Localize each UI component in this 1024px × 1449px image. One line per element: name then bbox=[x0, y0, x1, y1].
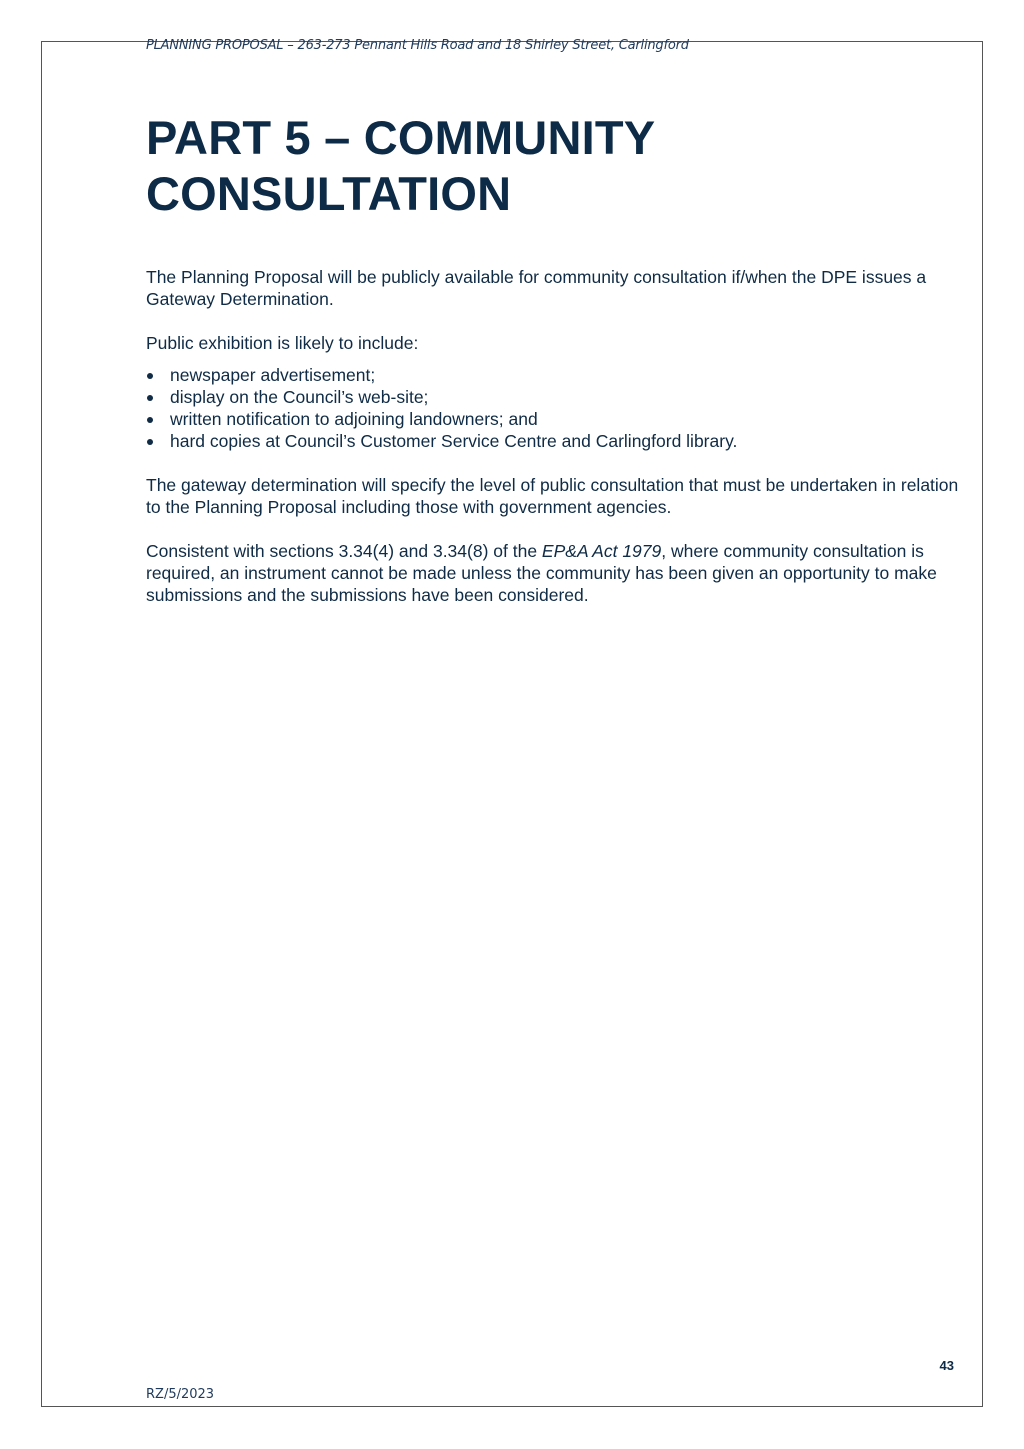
list-intro: Public exhibition is likely to include: bbox=[146, 333, 419, 353]
page-title bbox=[146, 110, 655, 222]
list-item bbox=[146, 364, 966, 386]
consistency-text-end: , where community consultation is required, an instrument cannot be made unless the community has been given an opportunity to make submissions and the submissions have been considered. bbox=[146, 541, 937, 605]
list-item bbox=[146, 430, 966, 452]
bullet-icon bbox=[147, 417, 153, 423]
act-reference: EP&A Act 1979 bbox=[541, 541, 662, 561]
running-header: PLANNING PROPOSAL – 263-273 Pennant Hills Road and 18 Shirley Street, Carlingford bbox=[146, 38, 689, 53]
exhibition-list bbox=[146, 364, 966, 452]
bullet-icon bbox=[147, 373, 153, 379]
gateway-paragraph: The gateway determination will specify the level of public consultation that must be undertaken in relation to the Planning Proposal including those with government agencies. bbox=[146, 475, 959, 517]
bullet-icon bbox=[147, 439, 153, 445]
page-title-line-2: CONSULTATION bbox=[146, 167, 512, 220]
page-number: 43 bbox=[939, 1358, 954, 1373]
consistency-text-start: Consistent with sections 3.34(4) and 3.34(8) of the bbox=[146, 541, 542, 561]
bullet-icon bbox=[147, 395, 153, 401]
list-item-text: newspaper advertisement; bbox=[170, 365, 376, 385]
list-item bbox=[146, 386, 966, 408]
list-item bbox=[146, 408, 966, 430]
consistency-paragraph bbox=[146, 540, 966, 606]
document-reference: RZ/5/2023 bbox=[146, 1387, 215, 1402]
page-frame bbox=[41, 41, 983, 1407]
list-item-text: display on the Council’s web-site; bbox=[170, 387, 429, 407]
body-content bbox=[146, 266, 966, 628]
list-item-text: written notification to adjoining landowners; and bbox=[170, 409, 538, 429]
page-title-line-1: PART 5 – COMMUNITY bbox=[146, 111, 656, 164]
list-item-text: hard copies at Council’s Customer Service Centre and Carlingford library. bbox=[170, 431, 738, 451]
intro-paragraph: The Planning Proposal will be publicly available for community consultation if/when the DPE issues a Gateway Determination. bbox=[146, 267, 927, 309]
